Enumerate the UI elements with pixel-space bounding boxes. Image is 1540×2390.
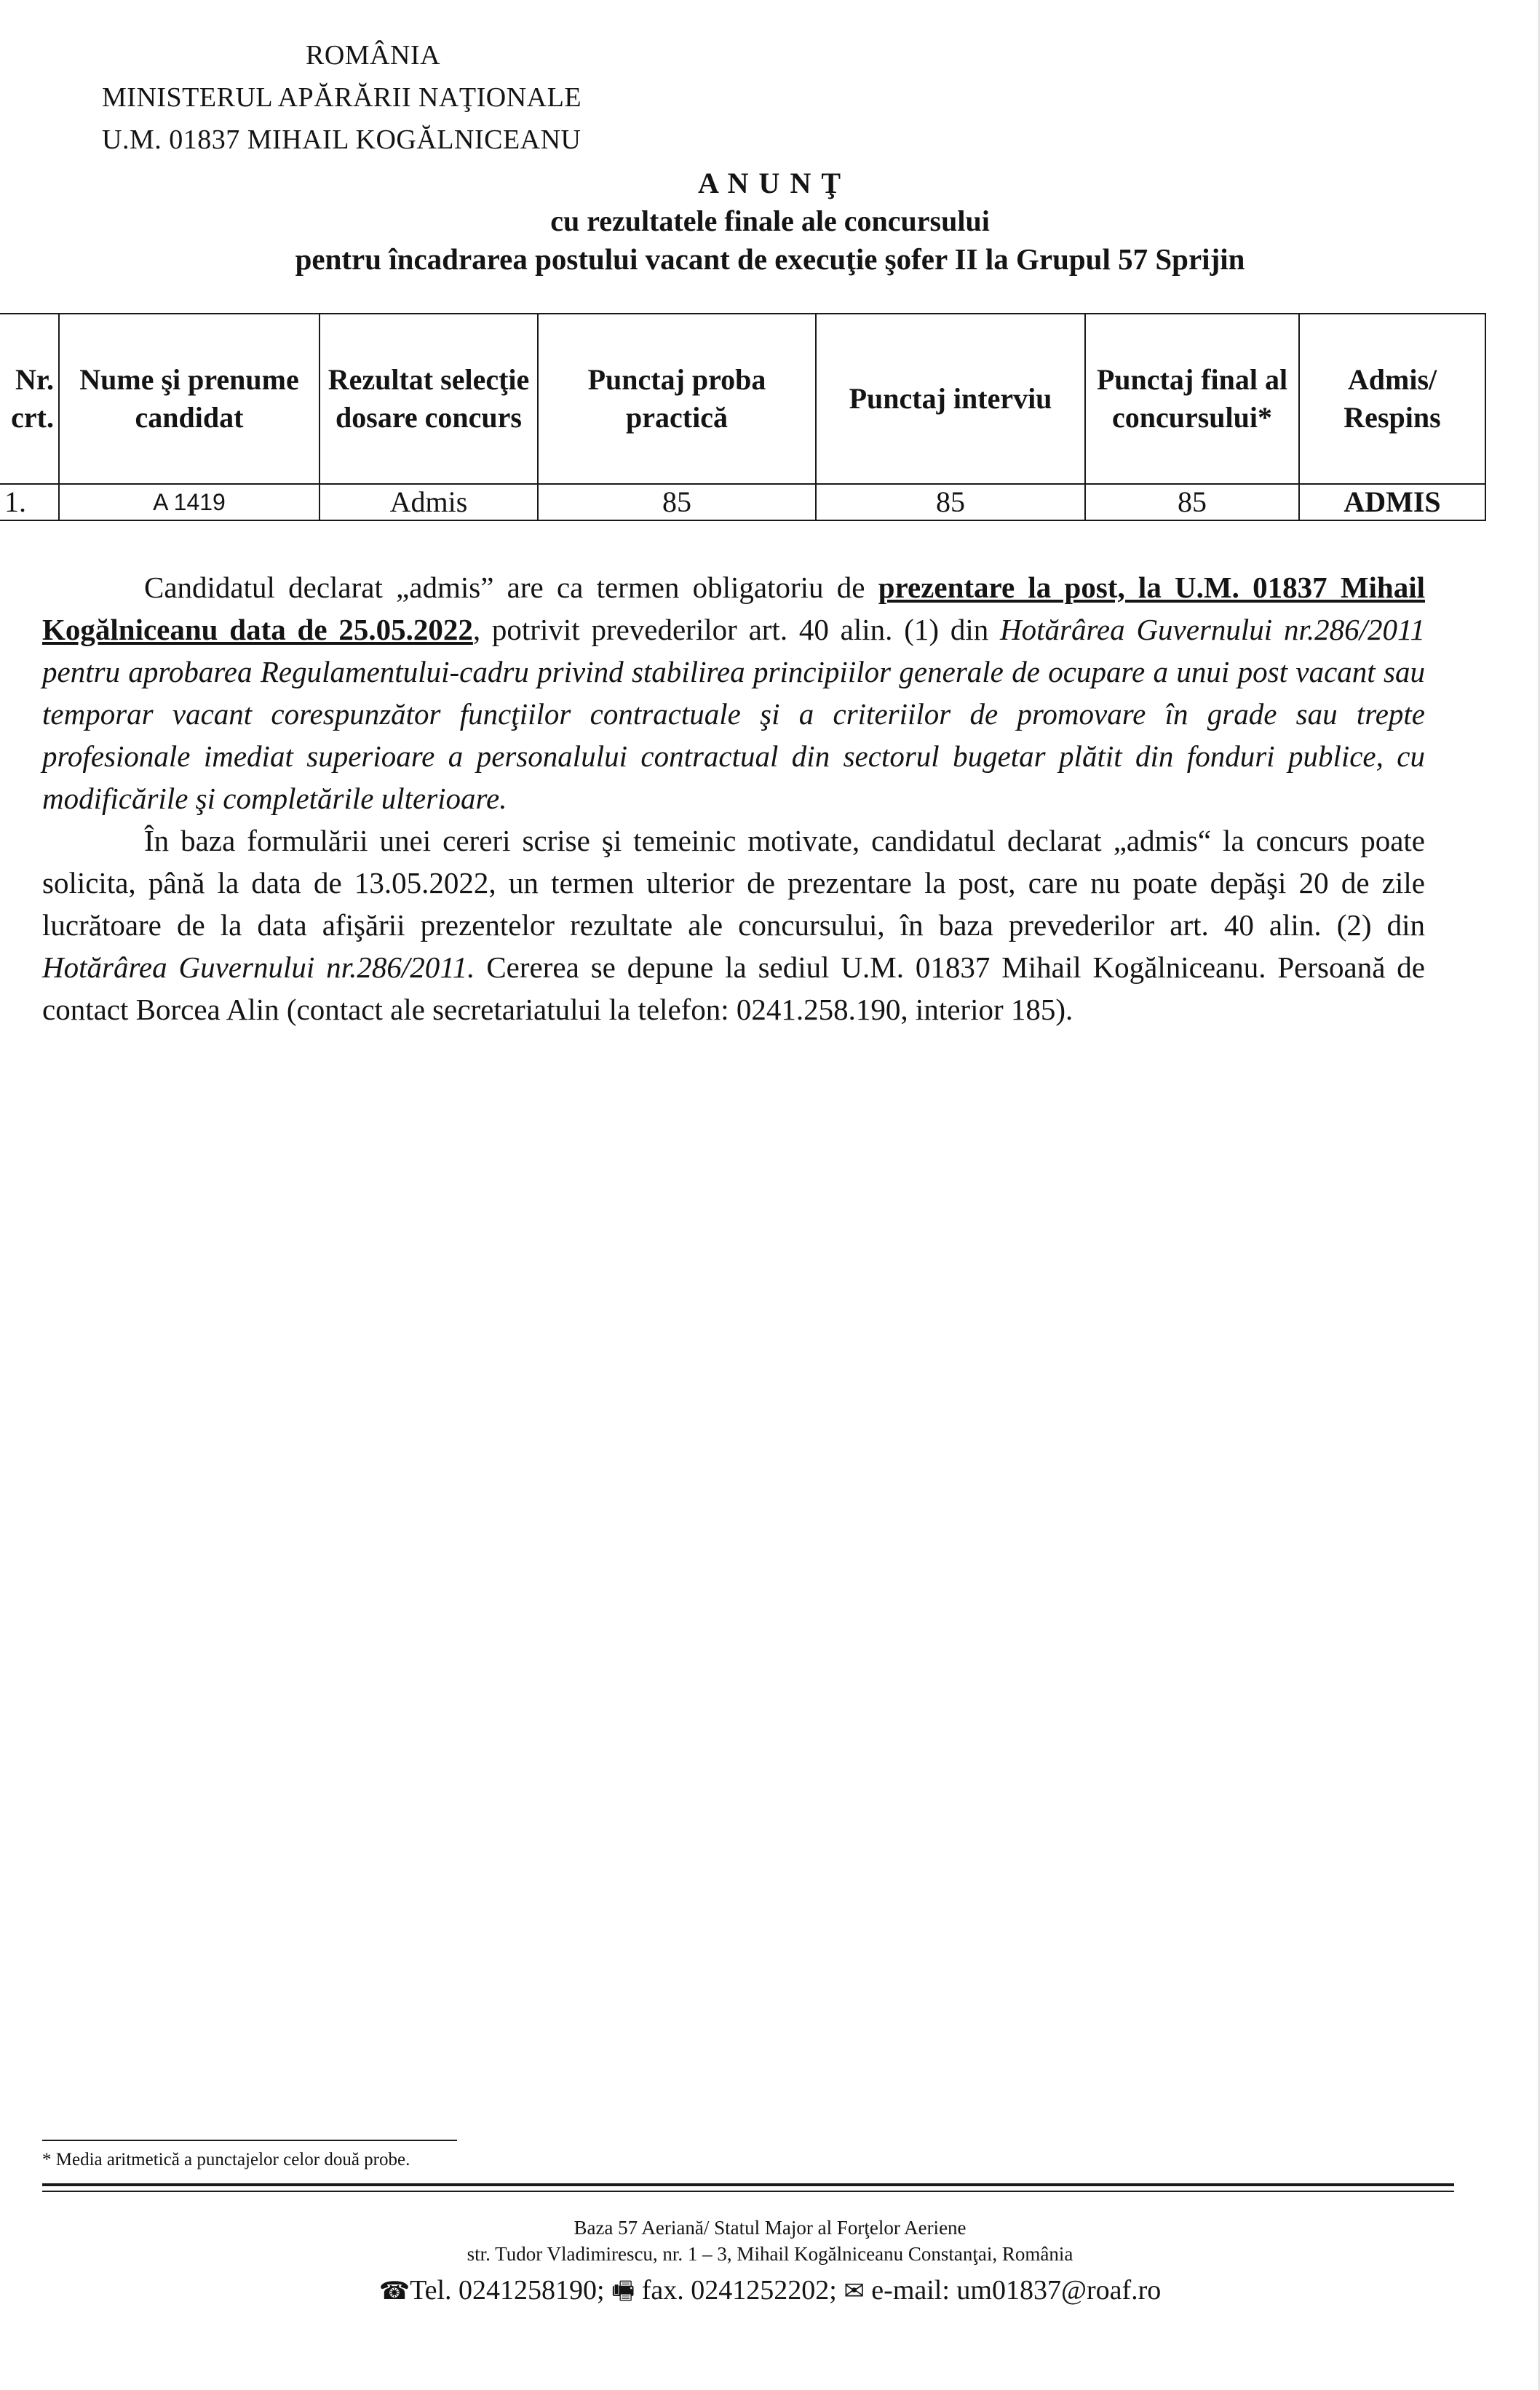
announcement-subtitle: cu rezultatele finale ale concursului: [550, 205, 990, 237]
envelope-icon: ✉: [844, 2276, 865, 2306]
paragraph1-intro: Candidatul declarat „admis” are ca termen obligatoriu de: [144, 571, 878, 604]
header-unit: U.M. 01837 MIHAIL KOGĂLNICEANU: [102, 124, 582, 155]
footer-address: str. Tudor Vladimirescu, nr. 1 – 3, Mihail Kogălniceanu Constanţai, România: [467, 2243, 1073, 2265]
cell-punctaj-final: 85: [1085, 484, 1299, 520]
header-rezultat-selectie: Rezultat selecţie dosare concurs: [319, 314, 538, 484]
paragraph-cerere: [42, 819, 1425, 1031]
header-punctaj-practica: Punctaj proba practică: [538, 314, 816, 484]
footer-institution: Baza 57 Aeriană/ Statul Major al Forţelor Aeriene: [573, 2217, 967, 2239]
table-header-row: [0, 314, 1485, 484]
header-punctaj-final: Punctaj final al concursului*: [1085, 314, 1299, 484]
table-row: [0, 484, 1485, 520]
cell-punctaj-practica: 85: [538, 484, 816, 520]
header-ministry: MINISTERUL APĂRĂRII NAŢIONALE: [102, 82, 582, 113]
paragraph1-reference: , potrivit prevederilor art. 40 alin. (1) din: [472, 613, 1001, 646]
announcement-position: pentru încadrarea postului vacant de execuţie şofer II la Grupul 57 Sprijin: [295, 242, 1245, 276]
results-table: [0, 313, 1486, 521]
telephone-icon: ☎: [378, 2276, 410, 2306]
paragraph1-deadline: prezentare la post, la U.M. 01837 Mihail Kogălniceanu data de 25.05.2022: [42, 571, 1425, 646]
cell-selectie: Admis: [319, 484, 538, 520]
cell-punctaj-interviu: 85: [816, 484, 1085, 520]
footer-divider-thick: [42, 2183, 1454, 2186]
footer-contact: [0, 2274, 1540, 2315]
header-punctaj-interviu: Punctaj interviu: [816, 314, 1085, 484]
footer-fax: fax. 0241252202;: [641, 2275, 837, 2306]
announcement-title: A N U N Ţ: [697, 167, 843, 199]
fax-icon: 🖷: [611, 2276, 635, 2306]
header-nr-crt: Nr. crt.: [0, 314, 59, 484]
header-admis-respins: Admis/ Respins: [1299, 314, 1485, 484]
footer-phone: Tel. 0241258190;: [410, 2275, 605, 2306]
footnote-divider: [42, 2140, 457, 2141]
footer-divider-thin: [42, 2191, 1454, 2192]
paragraph1-hg-citation: Hotărârea Guvernului nr.286/2011 pentru aprobarea Regulamentului-cadru privind stabilirea principiilor generale de ocupare a unui post vacant sau temporar vacant corespunzător funcţiilor contractuale şi a criteriilor de promovare în grade sau trepte profesionale imediat superioare a personalului contractual din sectorul bugetar plătit din fonduri publice, cu modificările şi completările ulterioare.: [42, 613, 1425, 815]
cell-candidate-code: A 1419: [59, 484, 319, 520]
cell-rezultat: ADMIS: [1299, 484, 1485, 520]
footnote: * Media aritmetică a punctajelor celor două probe.: [42, 2150, 410, 2169]
paragraph2-intro: În baza formulării unei cereri scrise şi temeinic motivate, candidatul declarat „admis“ la concurs poate solicita, până la data de 13.05.2022, un termen ulterior de prezentare la post, care nu poate depăşi 20 de zile lucrătoare de la data afişării prezentelor rezultate ale concursului, în baza prevederilor art. 40 alin. (2) din: [42, 824, 1425, 942]
paragraph2-contact: Cererea se depune la sediul U.M. 01837 Mihail Kogălniceanu. Persoană de contact Borcea Alin (contact ale secretariatului la telefon: 0241.258.190, interior 185).: [42, 950, 1425, 1026]
header-country: ROMÂNIA: [306, 40, 441, 71]
footer-email[interactable]: e-mail: um01837@roaf.ro: [871, 2275, 1162, 2306]
cell-nr: 1.: [0, 484, 59, 520]
paragraph-prezentare: [42, 566, 1425, 819]
body-text: [42, 566, 1425, 1031]
paragraph2-hg-citation: Hotărârea Guvernului nr.286/2011.: [42, 950, 475, 984]
header-nume-candidat: Nume şi prenume candidat: [59, 314, 319, 484]
